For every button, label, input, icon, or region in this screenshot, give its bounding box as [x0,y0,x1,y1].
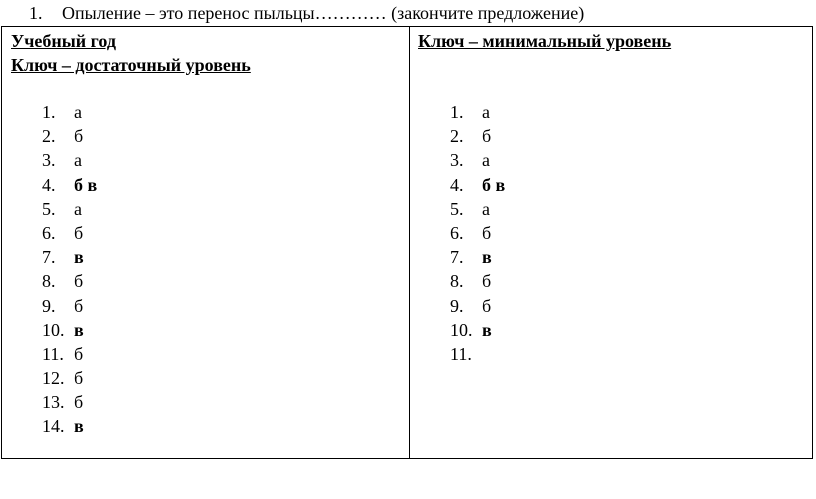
right-heading-level: Ключ – минимальный уровень [418,31,672,51]
answer-value: в [482,247,492,268]
answer-number: 7. [450,247,464,268]
answer-value: а [74,150,82,171]
left-answer-list [42,100,97,439]
answer-number: 1. [42,102,56,122]
answer-value: б [74,368,84,389]
answer-item [450,197,505,221]
answer-value: в [74,416,84,437]
left-heading-level: Ключ – достаточный уровень [11,55,251,75]
answer-value: б [74,126,84,147]
answer-item [450,318,505,342]
answer-number: 13. [42,392,65,413]
answer-item [42,414,97,438]
answer-number: 3. [450,150,464,171]
answer-number: 8. [450,271,464,292]
answer-item [42,173,97,197]
answer-number: 9. [42,295,56,316]
answer-number: 9. [450,295,464,316]
answer-item [42,342,97,366]
answer-value: б [74,222,84,243]
answer-number: 5. [42,198,56,219]
answer-item [450,221,505,245]
answer-value: б [74,392,84,413]
answer-value: а [74,102,82,122]
answer-item [450,173,505,197]
question-number: 1. [29,3,43,23]
answer-number: 4. [450,174,464,195]
answer-item [450,342,505,366]
answer-item [450,124,505,148]
answer-item [450,100,505,124]
column-divider [409,27,410,458]
answer-value: б [74,343,84,364]
answer-number: 3. [42,150,56,171]
answer-number: 2. [42,126,56,147]
answer-value: в [74,247,84,268]
left-heading-year: Учебный год [11,31,116,51]
answer-number: 1. [450,102,464,122]
answer-item [42,148,97,172]
answer-item [42,269,97,293]
answer-number: 7. [42,247,56,268]
answer-item [450,294,505,318]
answer-number: 2. [450,126,464,147]
answer-item [42,366,97,390]
answer-value: б [482,126,492,147]
answer-number: 6. [450,222,464,243]
answer-number: 5. [450,198,464,219]
answer-item [42,221,97,245]
answer-item [42,100,97,124]
answer-number: 6. [42,222,56,243]
answer-value: а [482,150,490,171]
question-text: Опыление – это перенос пыльцы………… (закончите предложение) [62,3,585,23]
answer-key-table [1,26,813,459]
answer-value: б в [482,174,506,195]
answer-value: а [74,198,82,219]
answer-number: 14. [42,416,65,437]
answer-value: б [74,271,84,292]
answer-value: б в [74,174,98,195]
answer-item [450,148,505,172]
answer-value: б [74,295,84,316]
answer-item [42,294,97,318]
answer-value: а [482,102,490,122]
answer-value: в [74,319,84,340]
answer-number: 10. [450,319,473,340]
answer-value: б [482,222,492,243]
answer-value: б [482,295,492,316]
answer-item [42,197,97,221]
answer-value: в [482,319,492,340]
right-answer-list [450,100,505,366]
answer-number: 11. [42,343,64,364]
answer-number: 12. [42,368,65,389]
answer-item [42,390,97,414]
answer-number: 11. [450,343,472,364]
answer-item [450,245,505,269]
answer-value: б [482,271,492,292]
answer-number: 10. [42,319,65,340]
answer-item [42,124,97,148]
question-line [29,3,584,23]
answer-item [42,318,97,342]
answer-number: 8. [42,271,56,292]
answer-value: а [482,198,490,219]
answer-number: 4. [42,174,56,195]
answer-item [42,245,97,269]
answer-item [450,269,505,293]
